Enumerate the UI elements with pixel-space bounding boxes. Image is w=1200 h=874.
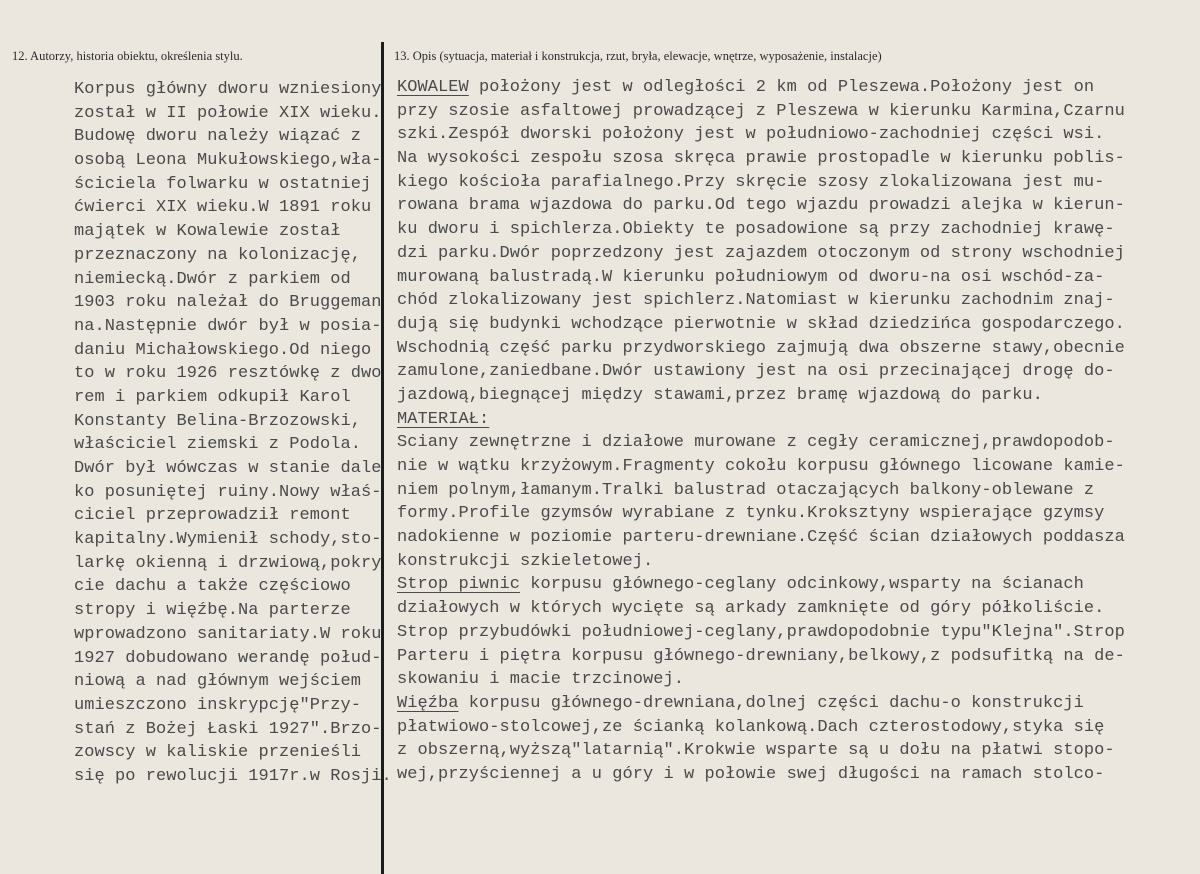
line-text: chód zlokalizowany jest spichlerz.Natomiast w kierunku zachodnim znaj- xyxy=(397,291,1115,311)
history-line: stropy i więźbę.Na parterze xyxy=(74,601,351,621)
description-line xyxy=(397,597,1125,621)
history-line: Dwór był wówczas w stanie dale xyxy=(74,459,382,478)
description-line xyxy=(397,266,1125,290)
line-text: położony jest w odległości 2 km od Pleszewa.Położony jest on xyxy=(468,78,1095,97)
line-text: dują się budynki wchodzące pierwotnie w skład dziedzińca gospodarczego. xyxy=(397,314,1125,334)
history-line: wprowadzono sanitariaty.W roku xyxy=(74,624,382,644)
line-text: skowaniu i macie trzcinowej. xyxy=(397,670,685,690)
line-text: nadokienne w poziomie parteru-drewniane.Część ścian działowych poddasza xyxy=(397,528,1125,548)
description-line xyxy=(397,431,1125,455)
history-line: 1927 dobudowano werandę połud- xyxy=(74,648,382,668)
history-line: ciciel przeprowadził remont xyxy=(74,506,351,526)
description-line xyxy=(397,692,1125,716)
history-line: to w roku 1926 resztówkę z dwo xyxy=(74,364,382,384)
line-text: konstrukcji szkieletowej. xyxy=(397,551,654,571)
description-line xyxy=(397,123,1125,147)
line-text: nie w wątku krzyżowym.Fragmenty cokołu korpusu głównego licowane kamie- xyxy=(397,457,1125,476)
history-line: niową a nad głównym wejściem xyxy=(74,672,362,692)
line-text: płatwiowo-stolcowej,ze ścianką kolankową.Dach czterostodowy,styka się xyxy=(397,717,1105,737)
description-line xyxy=(397,479,1125,503)
line-text: z obszerną,wyższą"latarnią".Krokwie wsparte są u dołu na płatwi stopo- xyxy=(397,741,1115,761)
description-line xyxy=(397,573,1125,597)
description-line xyxy=(397,76,1125,100)
history-line: ko posuniętej ruiny.Nowy właś- xyxy=(74,482,382,502)
history-line: larkę okienną i drzwiową,pokry xyxy=(74,553,382,573)
line-text: kiego kościoła parafialnego.Przy skręcie szosy zlokalizowana jest mu- xyxy=(397,172,1105,192)
underlined-heading: Strop piwnic xyxy=(397,575,521,595)
line-text: działowych w których wycięte są arkady zamknięte od góry półkoliście. xyxy=(397,599,1105,619)
line-text: zamulone,zaniedbane.Dwór ustawiony jest na osi przecinającej drogę do- xyxy=(397,362,1115,382)
line-text: jazdową,biegnącej między stawami,przez bramę wjazdową do parku. xyxy=(397,385,1043,405)
history-line: niemiecką.Dwór z parkiem od xyxy=(74,269,351,289)
history-line: Konstanty Belina-Brzozowski, xyxy=(74,411,362,431)
description-line xyxy=(397,289,1125,313)
line-text: niem polnym,łamanym.Tralki balustrad otaczających balkony-oblewane z xyxy=(397,480,1095,500)
history-line: 1903 roku należał do Bruggeman xyxy=(74,293,382,313)
line-text: dzi parku.Dwór poprzedzony jest zajazdem otoczonym od strony wschodniej xyxy=(397,243,1125,263)
description-line xyxy=(397,716,1125,740)
line-text: wej,przyściennej a u góry i w połowie swej długości na ramach stolco- xyxy=(397,764,1105,784)
history-line: się po rewolucji 1917r.w Rosji. xyxy=(74,766,392,786)
history-line: kapitalny.Wymienił schody,sto- xyxy=(74,530,382,550)
description-line xyxy=(397,337,1125,361)
history-line: Budowę dworu należy wiązać z xyxy=(74,127,362,147)
description-line xyxy=(397,218,1125,242)
history-line: umieszczono inskrypcję"Przy- xyxy=(74,695,362,715)
description-line xyxy=(397,621,1125,645)
line-text: Na wysokości zespołu szosa skręca prawie prostopadle w kierunku poblis- xyxy=(397,149,1125,169)
description-line xyxy=(397,502,1125,526)
line-text: szki.Zespół dworski położony jest w południowo-zachodniej części wsi. xyxy=(397,125,1105,145)
line-text: Sciany zewnętrzne i działowe murowane z cegły ceramicznej,prawdopodob- xyxy=(397,433,1115,453)
line-text: Wschodnią część parku przydworskiego zajmują dwa obszerne stawy,obecnie xyxy=(397,338,1125,358)
description-line xyxy=(397,194,1125,218)
description-line xyxy=(397,384,1125,408)
line-text: przy szosie asfaltowej prowadzącej z Pleszewa w kierunku Karmina,Czarnu xyxy=(397,101,1125,121)
line-text: korpusu głównego-drewniana,dolnej części dachu-o konstrukcji xyxy=(458,693,1084,713)
section-13-header: 13. Opis (sytuacja, materiał i konstrukcja, rzut, bryła, elewacje, wnętrze, wyposażenie, instalacje) xyxy=(394,49,882,63)
history-line: ściciela folwarku w ostatniej xyxy=(74,174,372,194)
line-text: Strop przybudówki południowej-ceglany,prawdopodobnie typu"Klejna".Strop xyxy=(397,622,1125,642)
history-line: na.Następnie dwór był w posia- xyxy=(74,316,382,336)
description-line xyxy=(397,408,1125,432)
history-line: został w II połowie XIX wieku. xyxy=(74,103,382,123)
description-column xyxy=(397,76,1125,787)
description-line xyxy=(397,313,1125,337)
underlined-heading: KOWALEW xyxy=(397,78,469,97)
line-text: formy.Profile gzymsów wyrabiane z tynku.Kroksztyny wspierające gzymsy xyxy=(397,504,1105,524)
description-line xyxy=(397,171,1125,195)
history-line: zowscy w kaliskie przenieśli xyxy=(74,743,362,763)
history-line: daniu Michałowskiego.Od niego xyxy=(74,340,372,360)
description-line xyxy=(397,645,1125,669)
history-line: stań z Bożej Łaski 1927".Brzo- xyxy=(74,719,382,739)
history-line: rem i parkiem odkupił Karol xyxy=(74,387,351,407)
history-line: przeznaczony na kolonizację, xyxy=(74,245,362,265)
description-line xyxy=(397,526,1125,550)
history-line: właściciel ziemski z Podola. xyxy=(74,435,362,455)
history-line: Korpus główny dworu wzniesiony xyxy=(74,80,382,99)
description-line xyxy=(397,360,1125,384)
line-text: rowana brama wjazdowa do parku.Od tego wjazdu prowadzi alejka w kierun- xyxy=(397,196,1125,216)
history-line: ćwierci XIX wieku.W 1891 roku xyxy=(74,198,372,218)
history-line: osobą Leona Mukułowskiego,wła- xyxy=(74,151,382,171)
line-text: murowaną balustradą.W kierunku południowym od dworu-na osi wschód-za- xyxy=(397,267,1105,287)
underlined-heading: MATERIAŁ: xyxy=(397,409,490,429)
description-line xyxy=(397,147,1125,171)
history-line: majątek w Kowalewie został xyxy=(74,222,341,242)
description-line xyxy=(397,739,1125,763)
description-line xyxy=(397,763,1125,787)
description-line xyxy=(397,668,1125,692)
description-line xyxy=(397,455,1125,479)
description-line xyxy=(397,550,1125,574)
history-line: cie dachu a także częściowo xyxy=(74,577,351,597)
line-text: ku dworu i spichlerza.Obiekty te posadowione są przy zachodniej krawę- xyxy=(397,220,1115,240)
line-text: Parteru i piętra korpusu głównego-drewniany,belkowy,z podsufitką na de- xyxy=(397,646,1125,666)
section-12-header: 12. Autorzy, historia obiektu, określenia stylu. xyxy=(12,49,243,63)
underlined-heading: Więźba xyxy=(397,693,459,713)
line-text: korpusu głównego-ceglany odcinkowy,wsparty na ścianach xyxy=(520,575,1084,595)
history-column xyxy=(74,78,392,789)
description-line xyxy=(397,242,1125,266)
description-line xyxy=(397,100,1125,124)
